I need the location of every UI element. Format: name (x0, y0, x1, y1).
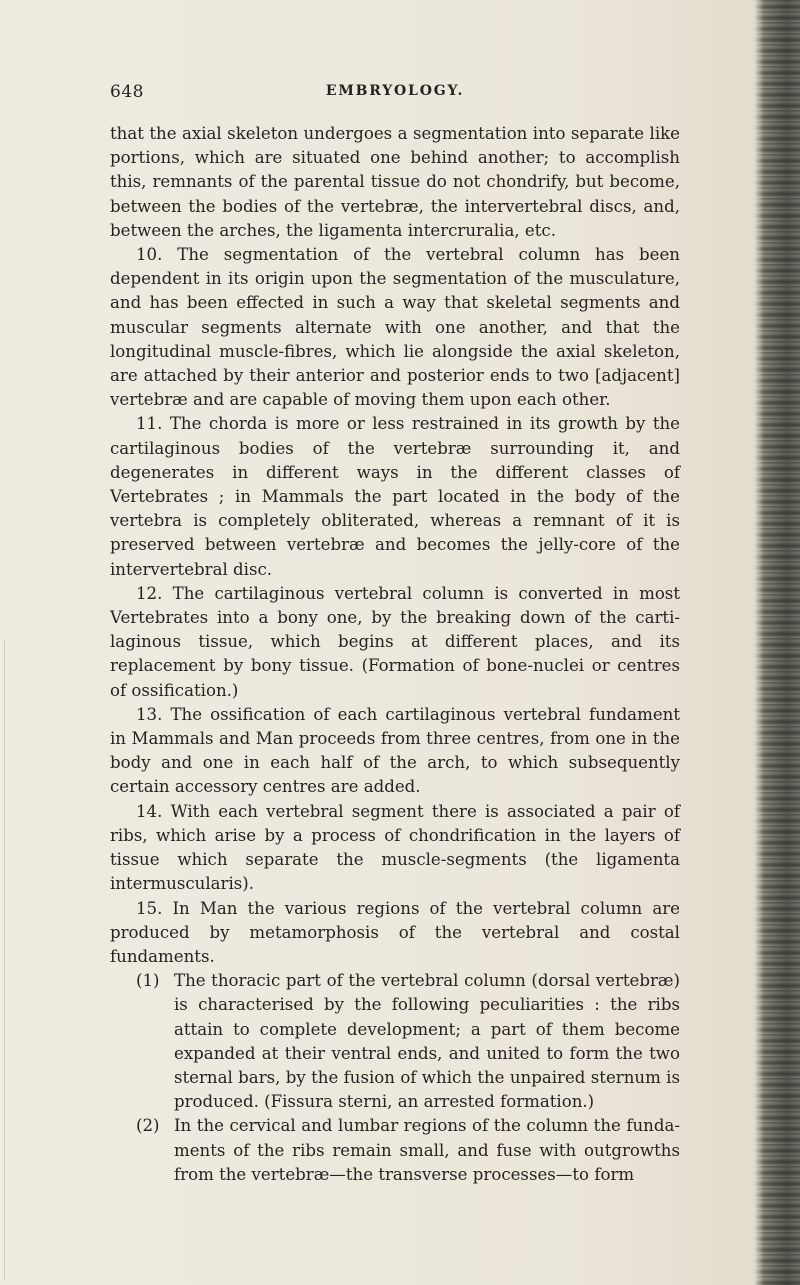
list-item-1 (110, 969, 680, 1114)
paragraph-11: 11. The chorda is more or less restrained in its growth by the cartilaginous bodies of the vertebræ surrounding it, and degenerates in different ways in the different classes of Vertebrates ; in Mammals the part located in the body of the vertebra is completely obliterated, whereas a remnant of it is preserved between vertebræ and becomes the jelly-core of the intervertebral disc. (110, 414, 680, 579)
list-item-number: (1) (136, 971, 160, 991)
paragraph-continuation: that the axial skeleton undergoes a segmentation into separate like portions, which are situated one behind another; to accomplish this, remnants of the parental tissue do not chondrify, but become, between the bodies of the vertebræ, the intervertebral discs, and, between the arches, the ligamenta intercruralia, etc. (110, 124, 680, 240)
list-item-text: In the cervical and lumbar regions of the column the fundaments of the ribs remain small, and fuse with outgrowths from the vertebræ—the transverse processes—to form (174, 1116, 680, 1184)
page-edge-shadow (4, 640, 5, 1280)
page-number: 648 (110, 82, 144, 102)
page-header (110, 82, 680, 106)
body-text (110, 122, 680, 1187)
list-item-2 (110, 1114, 680, 1187)
paragraph-12: 12. The cartilaginous vertebral column is converted in most Vertebrates into a bony one, by the breaking down of the cartilaginous tissue, which begins at different places, and its replacement by bony tissue. (Formation of bone-nuclei or centres of ossification.) (110, 583, 680, 700)
paragraph-15: 15. In Man the various regions of the vertebral column are produced by metamorphosis of the vertebral and costal fundaments. (110, 898, 680, 966)
list-item-number: (2) (136, 1116, 160, 1136)
book-binding-edge (754, 0, 800, 1285)
paragraph-14: 14. With each vertebral segment there is associated a pair of ribs, which arise by a process of chondrification in the layers of tissue which separate the muscle-segments (the ligamenta intermuscularis). (110, 801, 680, 894)
list-item-text: The thoracic part of the vertebral column (dorsal vertebræ) is characterised by the following peculiarities : the ribs attain to complete development; a part of them become expanded at their ventral ends, and united to form the two sternal bars, by the fusion of which the unpaired sternum is produced. (Fissura sterni, an arrested formation.) (174, 971, 680, 1112)
paragraph-13: 13. The ossification of each cartilaginous vertebral fundament in Mammals and Man proceeds from three centres, from one in the body and one in each half of the arch, to which subsequently certain accessory centres are added. (110, 704, 680, 797)
running-head: EMBRYOLOGY. (325, 83, 465, 99)
paragraph-10: 10. The segmentation of the vertebral column has been dependent in its origin upon the segmentation of the musculature, and has been effected in such a way that skeletal segments and muscular segments alternate with one another, and that the longitudinal muscle-fibres, which lie alongside the axial skeleton, are attached by their anterior and posterior ends to two [adjacent] vertebræ and are capable of moving them upon each other. (110, 245, 680, 410)
